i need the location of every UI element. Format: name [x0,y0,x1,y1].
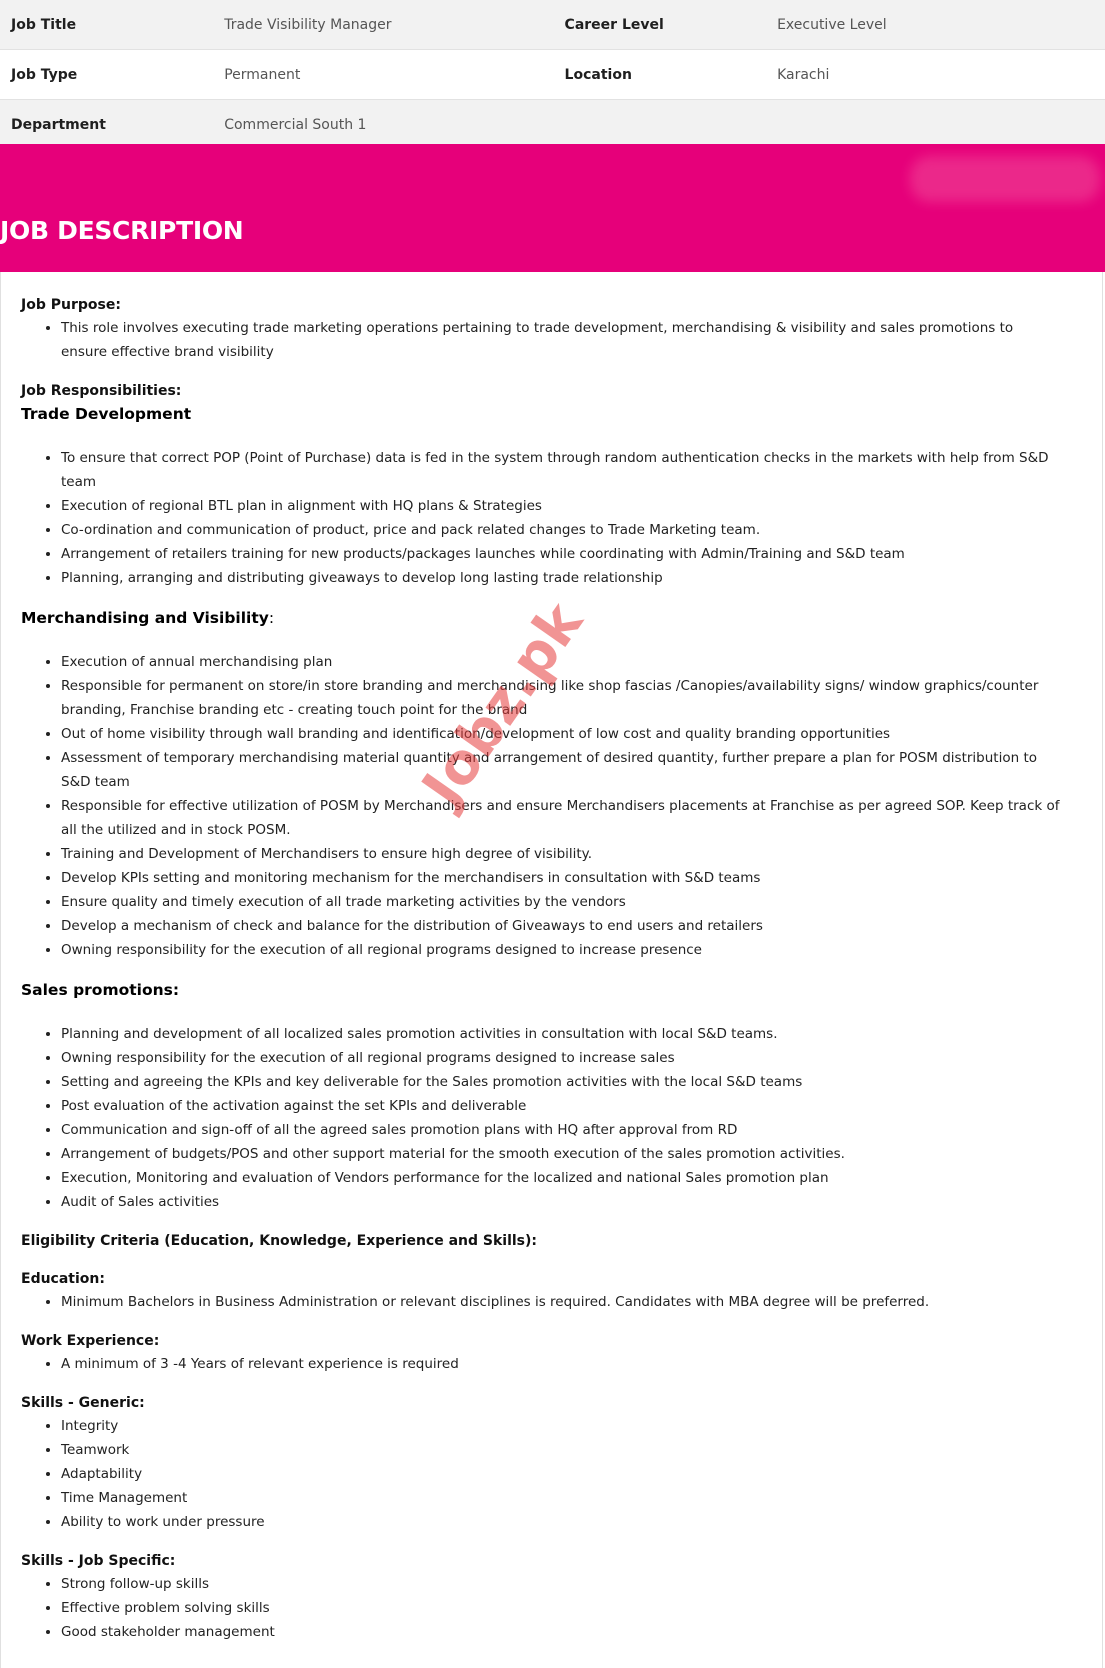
list-item: • Arrangement of budgets/POS and other support material for the smooth execution of the sales promotion activities. [61,1142,1102,1166]
info-row [0,100,1105,150]
list-item: • Time Management [61,1486,1102,1510]
list-item: • Develop a mechanism of check and balance for the distribution of Giveaways to end users and retailers [61,914,1102,938]
merchandising-heading-text: Merchandising and Visibility [21,609,269,627]
job-info-table [0,0,1105,150]
list-item: • Strong follow-up skills [61,1572,1102,1596]
list-item: • Responsible for permanent on store/in store branding and merchandising like shop fascias /Canopies/availability signs/ window graphics/counter branding, Franchise branding etc - creating touch point for the brand [61,674,1102,722]
education-heading: Education: [21,1271,105,1287]
merchandising-heading-colon: : [268,609,275,627]
career-level-value: Executive Level [766,0,1105,50]
sales-promotions-heading: Sales promotions: [21,981,180,999]
list-item: • Integrity [61,1414,1102,1438]
list-item: • Setting and agreeing the KPIs and key deliverable for the Sales promotion activities with the local S&D teams [61,1070,1102,1094]
work-experience-heading: Work Experience: [21,1333,160,1349]
trade-development-list [21,446,1102,590]
list-item: • Arrangement of retailers training for new products/packages launches while coordinating with Admin/Training and S&D team [61,542,1102,566]
list-item: • Execution of regional BTL plan in alignment with HQ plans & Strategies [61,494,1102,518]
list-item: • A minimum of 3 -4 Years of relevant experience is required [61,1352,1102,1376]
work-experience-list [21,1352,1102,1376]
list-item: • Good stakeholder management [61,1620,1102,1644]
watermark: Jobz.pk [410,591,596,818]
list-item: • To ensure that correct POP (Point of Purchase) data is fed in the system through random authentication checks in the markets with help from S&D team [61,446,1102,494]
skills-specific-list [21,1572,1102,1644]
info-row [0,50,1105,100]
merchandising-list [21,650,1102,962]
job-type-value: Permanent [213,50,553,100]
list-item: • Out of home visibility through wall branding and identification/development of low cost and quality branding opportunities [61,722,1102,746]
info-row [0,0,1105,50]
list-item: • Training and Development of Merchandisers to ensure high degree of visibility. [61,842,1102,866]
list-item: • Owning responsibility for the execution of all regional programs designed to increase presence [61,938,1102,962]
job-purpose-heading: Job Purpose: [21,297,121,313]
skills-generic-list [21,1414,1102,1534]
empty-label [554,100,767,150]
job-title-value: Trade Visibility Manager [213,0,553,50]
list-item: • Ability to work under pressure [61,1510,1102,1534]
job-type-label: Job Type [0,50,213,100]
list-item: • Communication and sign-off of all the agreed sales promotion plans with HQ after approval from RD [61,1118,1102,1142]
job-responsibilities-heading: Job Responsibilities: [21,383,182,399]
job-description-banner [0,144,1105,272]
list-item: • Adaptability [61,1462,1102,1486]
list-item: • Planning, arranging and distributing giveaways to develop long lasting trade relationship [61,566,1102,590]
eligibility-heading: Eligibility Criteria (Education, Knowledge, Experience and Skills): [21,1233,538,1249]
skills-specific-heading: Skills - Job Specific: [21,1553,176,1569]
department-label: Department [0,100,213,150]
list-item: • This role involves executing trade marketing operations pertaining to trade development, merchandising & visibility and sales promotions to ensure effective brand visibility [61,316,1102,364]
merchandising-heading [21,606,1102,630]
list-item: • Post evaluation of the activation against the set KPIs and deliverable [61,1094,1102,1118]
location-label: Location [554,50,767,100]
job-title-label: Job Title [0,0,213,50]
list-item: • Develop KPIs setting and monitoring mechanism for the merchandisers in consultation with S&D teams [61,866,1102,890]
list-item: • Audit of Sales activities [61,1190,1102,1214]
job-purpose-list [21,316,1102,364]
education-list [21,1290,1102,1314]
list-item: • Planning and development of all localized sales promotion activities in consultation with local S&D teams. [61,1022,1102,1046]
trade-development-heading: Trade Development [21,405,192,423]
list-item: • Execution of annual merchandising plan [61,650,1102,674]
list-item: • Effective problem solving skills [61,1596,1102,1620]
list-item: • Responsible for effective utilization of POSM by Merchandisers and ensure Merchandisers placements at Franchise as per agreed SOP. Keep track of all the utilized and in stock POSM. [61,794,1102,842]
skills-generic-heading: Skills - Generic: [21,1395,145,1411]
redacted-blur [910,156,1100,202]
list-item: • Ensure quality and timely execution of all trade marketing activities by the vendors [61,890,1102,914]
list-item: • Assessment of temporary merchandising material quantity and arrangement of desired quantity, further prepare a plan for POSM distribution to S&D team [61,746,1102,794]
job-description-content [0,272,1103,1668]
list-item: • Minimum Bachelors in Business Administration or relevant disciplines is required. Candidates with MBA degree will be preferred. [61,1290,1102,1314]
list-item: • Teamwork [61,1438,1102,1462]
empty-value [766,100,1105,150]
career-level-label: Career Level [554,0,767,50]
sales-promotions-list [21,1022,1102,1214]
list-item: • Co-ordination and communication of product, price and pack related changes to Trade Marketing team. [61,518,1102,542]
banner-title: JOB DESCRIPTION [0,216,244,245]
list-item: • Execution, Monitoring and evaluation of Vendors performance for the localized and national Sales promotion plan [61,1166,1102,1190]
list-item: • Owning responsibility for the execution of all regional programs designed to increase sales [61,1046,1102,1070]
location-value: Karachi [766,50,1105,100]
department-value: Commercial South 1 [213,100,553,150]
